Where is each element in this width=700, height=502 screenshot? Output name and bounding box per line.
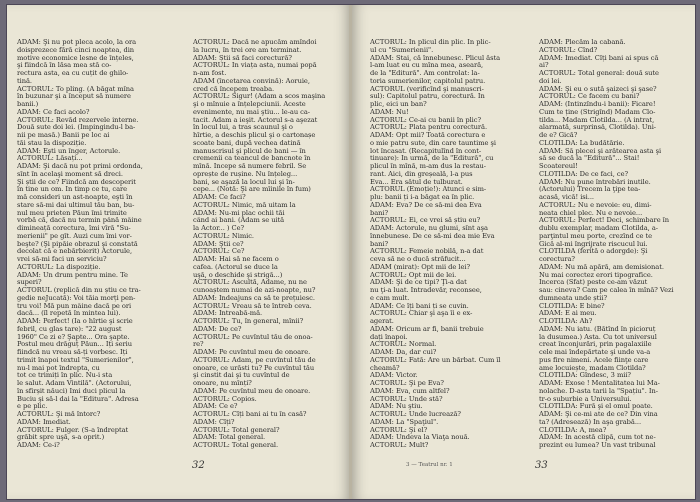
text-line: ACTORUL: Fulger. (S-a îndreptat [17, 426, 129, 434]
text-line: rant. Aici, din greșeală, l-a pus [370, 170, 473, 178]
text-line: bani? [370, 209, 389, 217]
text-line: 1960" Ce zi e? Şapte... Ora şapte. [17, 333, 130, 341]
text-line: manuscrisul şi plicul de bani — în [193, 147, 306, 155]
text-line: ADAM: Eva, cum altfel? [370, 387, 450, 395]
text-line: banii.) [17, 101, 39, 108]
text-line: uşă, o deschide şi strigă...) [193, 271, 283, 279]
text-line: sul): Capitolul patru, corectură. În [370, 93, 485, 101]
text-line: doi lei. [539, 77, 562, 85]
text-line: mînă. Începe să numere febril. Se [193, 163, 307, 170]
text-line: ACTORUL: Tu, în general, mînii? [193, 318, 304, 325]
text-line: ACTORUL: Adam, pe cuvîntul tău de [193, 356, 316, 364]
text-line: ACTORUL: Femeie nobilă, n-a dat [370, 248, 484, 256]
text-line: CLOTILDA: A, mea? [539, 426, 607, 434]
text-line: vorbă că, dacă nu termin până mâine [17, 217, 142, 225]
text-line: dumneata unde știi? [539, 294, 607, 302]
text-line: bani, se aşază la locul lui şi în- [193, 178, 295, 186]
left-page-column-2 [193, 39, 331, 449]
text-line: ACTORUL: Revăd rezervele interne. [17, 116, 139, 124]
text-line: dacă... (îl repetă în mintea lui). [17, 310, 121, 318]
text-line: ACTORUL: Normal. [370, 341, 437, 349]
text-line: plu: banii ți i-a băgat ea în plic. [370, 194, 475, 201]
text-line: tacit. Adam a ieşit. Actorul s-a aşezat [193, 116, 318, 124]
text-line: la dusumea.) Asta. Cu tot universul [539, 333, 657, 341]
text-line: tăi stau la dispoziție. [17, 139, 87, 147]
text-line: ADAM: Plecăm la cabană. [539, 39, 626, 46]
text-line: ACTORUL: Plata pentru corectură. [370, 124, 488, 132]
text-line: de e? Gică? [539, 132, 578, 139]
text-line: plic, eici un ban? [370, 101, 427, 108]
text-line: bani? [370, 240, 389, 248]
text-line: CLOTILDA: De ce faci, ce? [539, 170, 629, 178]
text-line: ADAM: Şi dacă nu pot primi ordonda, [17, 163, 143, 170]
text-line: beşte? (Şi pipăie obrazul şi constată [17, 240, 138, 248]
text-line: ADAM: Hai să ne facem o [193, 256, 279, 263]
text-line: ADAM: Şi ce-mi ate de ce? Din vina [539, 411, 658, 418]
text-line: stare să-mi dai ultimul tău ban, bu- [17, 201, 135, 209]
text-line: ADAM: Ce e? [193, 403, 238, 411]
text-line: ADAM: Oricum ar fi, banii trebuie [370, 325, 484, 333]
text-line: ADAM: Îndeajuns ca să te prețuiesc. [193, 294, 315, 302]
text-line: ADAM: E ai meu. [539, 310, 597, 318]
text-line: ACTORUL: Ce facem cu bani? [539, 93, 640, 101]
text-line: lot încasat. (Recapitulînd în cont- [370, 147, 482, 155]
text-line: Cum te ține (Strigînd) Madam Clo- [539, 108, 656, 116]
text-line: n-am fost. [193, 70, 227, 77]
text-line: ADAM: Pe cuvîntul meu de onoare. [193, 387, 311, 395]
text-line: ACTORUL: Total general: două sute [539, 70, 659, 77]
text-line: ACTORUL: Cînd? [539, 46, 598, 54]
text-line: neata chiel plec. Nu e nevoie... [539, 209, 643, 217]
text-line: şi cinstit dai şi tu cuvîntul de [193, 372, 290, 380]
text-line: febril, cu glas tare): "22 august [17, 325, 122, 333]
text-line: sau: cineva? Cam pe calea în mînă? Vezi [539, 287, 674, 294]
text-line: ACTORUL: Ascultă, Adame, nu ne [193, 279, 307, 287]
text-line: Nu mai corectez erori tipografice. [539, 271, 653, 279]
text-line: CLOTILDA: E bine? [539, 302, 605, 310]
text-line: să se ducă la "Editură"... Stai! [539, 155, 640, 163]
text-line: toria sumerienilor, capitolul patru. [370, 77, 486, 85]
right-page-column-1 [370, 39, 508, 449]
text-line: tinuare): În urmă, de la "Editură", cu [370, 155, 494, 163]
text-line: ADAM: Eva? De ce să-mi dea Eva [370, 201, 482, 209]
text-line: ACTORUL: Nimic. [193, 232, 254, 240]
text-line: CLOTILDA: Ah? [539, 318, 593, 325]
text-line: ADAM: La "Spaţiul". [370, 418, 439, 426]
text-line: ACTORUL: Nu e nevoie: eu, dimi- [539, 201, 652, 209]
text-line: ACTORUL (verificînd şi manuscri- [370, 85, 484, 93]
text-line: ACTORUL: Lăsați... [17, 155, 83, 163]
text-line: scoate bani, după vechea datină [193, 139, 301, 147]
text-line: ACTORUL: Opt mii de lei. [370, 271, 457, 279]
text-line: de la "Editură". Am controlat: la- [370, 70, 480, 77]
text-line: ame locuiește, madam Clotilda? [539, 364, 646, 372]
left-page-number: 32 [192, 460, 205, 471]
text-line: ACTORUL: Ce-ai cu banii în plic? [370, 116, 481, 124]
text-line: plicul în mînă, m-am dus la restau- [370, 163, 487, 170]
text-line: ADAM: Nu pune întrebări inutile. [539, 178, 651, 186]
text-line: ACTORUL: Total general? [193, 426, 280, 434]
text-line: ta? (Adresează) În aşa grabă... [539, 418, 642, 426]
text-line: ADAM: Total general. [193, 434, 266, 442]
text-line: şi fiindcă în lăsa mea stă co- [17, 62, 112, 70]
text-line: grăbit spre uşă, s-a oprit.) [17, 434, 105, 442]
text-line: le salut. Adam Vintilă". (Actorului, [17, 380, 132, 387]
text-line: CLOTILDA: Fură şi el omul poate. [539, 403, 653, 411]
text-line: decolat că e nebărbierit) Actorule, [17, 248, 133, 256]
text-line: în tine un om. În timp ce tu, care [17, 186, 128, 194]
text-line: ADAM: Victor. [370, 372, 418, 380]
text-line: superi? [17, 279, 42, 287]
text-line: ADAM: Opt mii? Toată corectura e [370, 132, 486, 139]
text-line: ADAM: Un drum pentru mine. Te [17, 271, 128, 279]
text-line: Scoatereul! [539, 163, 578, 170]
text-line: tr-o suburbie a Universului. [539, 395, 632, 403]
text-line: rectura asta, ea cu cuțit de ghilo- [17, 70, 129, 77]
text-line: cafea. (Actorul se duce la [193, 263, 278, 271]
text-line: re? [193, 341, 204, 349]
text-line: în buzunar şi a început să numere [17, 93, 131, 101]
text-line: cred că începem treaba. [193, 85, 275, 93]
text-line: ADAM: Actorule, nu glumi, sînt aşa [370, 225, 488, 232]
text-line: ACTORUL: Cîți bani ai tu în casă? [193, 411, 307, 418]
text-line: hîrtie, a deschis plicul şi o cartonașe [193, 132, 316, 139]
page-footer-note: 3 — Teatrul nr. 1 [406, 462, 453, 468]
text-line: ADAM: Imediat. Cîți bani ai spus că [539, 54, 659, 62]
right-page [352, 5, 695, 499]
text-line: CLOTILDA (ferită o adorgde): Şi [539, 248, 648, 256]
text-line: dimineață corectura, îmi vîră "Su- [17, 225, 131, 232]
text-line: oprește de rușine. Nu înțeleg... [193, 170, 298, 178]
text-line: ADAM: Undeva la Viaţa nouă. [370, 434, 470, 442]
text-line: înnebunese. De ce să-mi dea mie Eva [370, 232, 495, 240]
text-line: ACTORUL: Vreau să te întreb ceva. [193, 302, 312, 310]
text-line: ADAM: În acestă clipă, cum tot ne- [539, 434, 656, 442]
text-line: nolache. D-asta tarii la "Spațiu". În- [539, 387, 658, 395]
text-line: CLOTILDA: La budătărie. [539, 139, 625, 147]
text-line: când ai bani. (Adam se uită [193, 217, 285, 225]
text-line: tot ce trimiți în plic. Nu-i sta [17, 372, 113, 380]
text-line: la Actor... ) Ce? [193, 225, 245, 232]
left-page-column-1 [17, 39, 155, 449]
text-line: CLOTILDA: Gîndesc, 3 mii? [539, 372, 631, 380]
text-line: Eva... Era sătul de tulburat. [370, 178, 463, 186]
text-line: ADAM: Nu ştiu. [370, 403, 423, 411]
text-line: ADAM: Știi să faci corectură? [193, 54, 292, 62]
text-line: dați înapoi. [370, 333, 408, 341]
text-line: Şi știi de ce? Fiindcă am descoperit [17, 178, 136, 186]
text-line: în sfirșit năuci) Îmi duci plicul la [17, 387, 126, 395]
text-line: ACTORUL: Şi mă întorc? [17, 411, 101, 418]
text-line: ACTORUL: Unde stă? [370, 395, 443, 403]
text-line: cremenii ca teancul de bancnote în [193, 155, 311, 163]
text-line: ACTORUL: Pe cuvîntul tău de onoa- [193, 333, 313, 341]
text-line: ACTORUL: Ei, ce vrei să știu eu? [370, 217, 481, 225]
text-line: nii pe masă.) Banii pe loc ai [17, 132, 110, 139]
text-line: fiindcă nu vreau să-ți vorbesc. Îți [17, 349, 128, 356]
text-line: ceva să ne o ducă străfucit... [370, 256, 466, 263]
text-line: ACTORUL: To pling. (A băgat mîna [17, 85, 134, 93]
text-line: onoare, ce urăsti tu? Pe cuvîntul tău [193, 364, 315, 372]
text-line: tină. [17, 77, 32, 85]
text-line: onoare, nu mînți? [193, 380, 252, 387]
text-line: cele mai îndepărtate şi unde va-a [539, 349, 651, 356]
text-line: ACTORUL: În viața asta, numai popă [193, 62, 317, 70]
text-line: e cam mult. [370, 294, 410, 302]
text-line: ADAM: Stai, că înnebunesc. Plicul ăsta [370, 54, 501, 62]
text-line: ACTORUL: Copios. [193, 395, 257, 403]
text-line: Două sute doi lei. (Împingindu-l ba- [17, 124, 136, 132]
text-line: ADAM: Nu mă apără, am demisionat. [539, 263, 664, 271]
text-line: ACTORUL: La dispoziție. [17, 263, 101, 271]
text-line: evenimente, nu mai ştiu... le-au ca- [193, 108, 311, 116]
text-line: Încerca (Sfat) peste ce-am văzut [539, 279, 648, 287]
text-line: trimit înapoi textul "Sumerienilor", [17, 356, 134, 364]
text-line: mă consideri un ast-noapte, eşti în [17, 194, 133, 201]
text-line: ACTORUL: Ce? [193, 248, 245, 256]
text-line: ACTORUL: Fată: Are un bărbat. Cum îl [370, 356, 501, 364]
text-line: merienii" pe gît. Auzi cum îmi vor- [17, 232, 132, 240]
text-line: sînt în acelaşi moment să dreci. [17, 170, 123, 178]
text-line: ADAM: Şi eu o sută şaizeci şi şase? [539, 85, 657, 93]
text-line: ADAM (încetarea convină): Aoruie, [193, 77, 310, 85]
text-line: tru voi! Mă pun mâine dacă pe ori [17, 302, 132, 310]
text-line: dublu exemplar, madam Clotilda, a- [539, 225, 658, 232]
text-line: la lucru, în trei ore am terminat. [193, 46, 302, 54]
text-line: nu ţi-a luat. Întradevăr, reconsee, [370, 287, 482, 294]
text-line: tilda... Madam Clotilda... (A intrat, [539, 116, 655, 124]
text-line: ACTORUL: Unde lucrează? [370, 411, 461, 418]
text-line: ADAM: Imediat. [17, 418, 71, 426]
text-line: cepe... (Notă: Şi are mîinile în fum) [193, 186, 311, 194]
right-page-number: 33 [535, 460, 548, 471]
text-line: vrei să-mi faci un serviciu? [17, 256, 107, 263]
text-line: ADAM: (Întinzîndu-i banii): Ficare! [539, 101, 656, 108]
text-line: gedie neJucată): Voi tăia morți pen- [17, 294, 136, 302]
text-line: doisprezece fără cinci noaptea, din [17, 46, 135, 54]
text-line: alarmată, surprinsă, Clotilda). Uni- [539, 124, 657, 132]
text-line: acasă, vică! isi... [539, 194, 594, 201]
text-line: ADAM: Nu! [370, 108, 409, 116]
text-line: ACTORUL: Mult? [370, 442, 429, 449]
text-line: ADAM: Ce faci? [193, 194, 246, 201]
text-line: ADAM: Şi de ce tipi? Ţi-a dat [370, 279, 467, 287]
open-book [6, 4, 696, 500]
text-line: ADAM: Nu-mi plac ochii tăi [193, 209, 285, 217]
text-line: pus fire nimeni. Acele fiinţe care [539, 356, 649, 364]
text-line: ADAM: Ce-i? [17, 442, 60, 449]
left-page [7, 5, 350, 499]
text-line: ACTORUL (Emoție!): Atunci e sim- [370, 186, 487, 194]
text-line: ADAM: Eşti un înger, Actorule. [17, 147, 121, 155]
text-line: parţintul meu porte, crezînd ce te [539, 232, 653, 240]
right-page-column-2 [539, 39, 677, 449]
text-line: motive economice lesne de înțeles, [17, 54, 134, 62]
text-line: corectura? [539, 256, 575, 263]
text-line: ADAM: Ce faci acolo? [17, 108, 90, 116]
text-line: nul meu prieten Păun îmi trimite [17, 209, 127, 217]
text-line: creat înconjurări, prin pagalaxiile [539, 341, 652, 349]
text-line: ACTORUL: Sigur! (Adam a scos maşina [193, 93, 326, 101]
text-line: ADAM: Ştii ce? [193, 240, 244, 248]
text-line: ai? [539, 62, 549, 70]
text-line: ADAM: Nu iatu. (Bătînd în picioruț [539, 325, 656, 333]
text-line: ADAM: Să plecei şi arătearea asta şi [539, 147, 662, 155]
text-line: ACTORUL: Şi pe Eva? [370, 380, 444, 387]
text-line: ADAM: Exose ! Mentalitatea lui Ma- [539, 380, 660, 387]
text-line: ADAM: Pe cuvîntul meu de onoare. [193, 349, 311, 356]
text-line: ADAM: Şi nu pot pleca acolo, la ora [17, 39, 137, 46]
text-line: Buciu şi să-l dai la "Editura". Adresa [17, 395, 139, 403]
text-line: ADAM (mirat): Opt mii de lei? [370, 263, 470, 271]
text-line: şi o mînuie a înțelepciunii. Aceste [193, 101, 306, 108]
text-line: ADAM: Da, dar cui? [370, 349, 437, 356]
text-line: ADAM: Ce îți bani ți se cuvin. [370, 302, 469, 310]
text-line: ADAM: Perfect! (Ia o hîrtie şi scrie [17, 318, 133, 325]
text-line: ADAM: Cîți? [193, 418, 235, 426]
text-line: (Actorului) Trecem la ţipe tea- [539, 186, 641, 194]
text-line: ul cu "Sumerienii". [370, 46, 434, 54]
text-line: nu-l mai pot îndrepta, cu [17, 364, 100, 372]
text-line: ACTORUL (replică din nu știu ce tra- [17, 287, 141, 294]
text-line: ACTORUL: În plicul din plic. În plic- [370, 39, 491, 46]
text-line: ACTORUL: Nimic, mă uitam la [193, 201, 296, 209]
text-line: cheamă? [370, 364, 400, 372]
text-line: ACTORUL: Perfect! Deci, schimbare în [539, 217, 670, 225]
text-line: ADAM: Întreabă-mă. [193, 310, 263, 318]
text-line: ACTORUL: Dacă ne apucăm amîndoi [193, 39, 317, 46]
text-line: l-am luat eu cu mîna mea, aseară, [370, 62, 484, 70]
text-line: în locul lui, a tras scaunul şi o [193, 124, 293, 132]
text-line: Postul meu drăguț Păun... Îți seriu [17, 341, 133, 349]
text-line: o mie patru sute, din care tauntime şi [370, 139, 497, 147]
text-line: prezint eu lumea? Un vast tribunal [539, 442, 656, 449]
text-line: cunoaștem numai de azi-noapte, nu? [193, 287, 316, 294]
text-line: ACTORUL: Şi el? [370, 426, 428, 434]
text-line: e pe plic. [17, 403, 48, 411]
text-line: ADAM: De ce? [193, 325, 242, 333]
text-line: ACTORUL: Chiar şi aşa îi e ex- [370, 310, 473, 318]
text-line: agerat. [370, 318, 394, 325]
text-line: Gică al-mi îngrijrate riscucul lui. [539, 240, 648, 248]
text-line: ACTORUL: Total general. [193, 442, 279, 449]
